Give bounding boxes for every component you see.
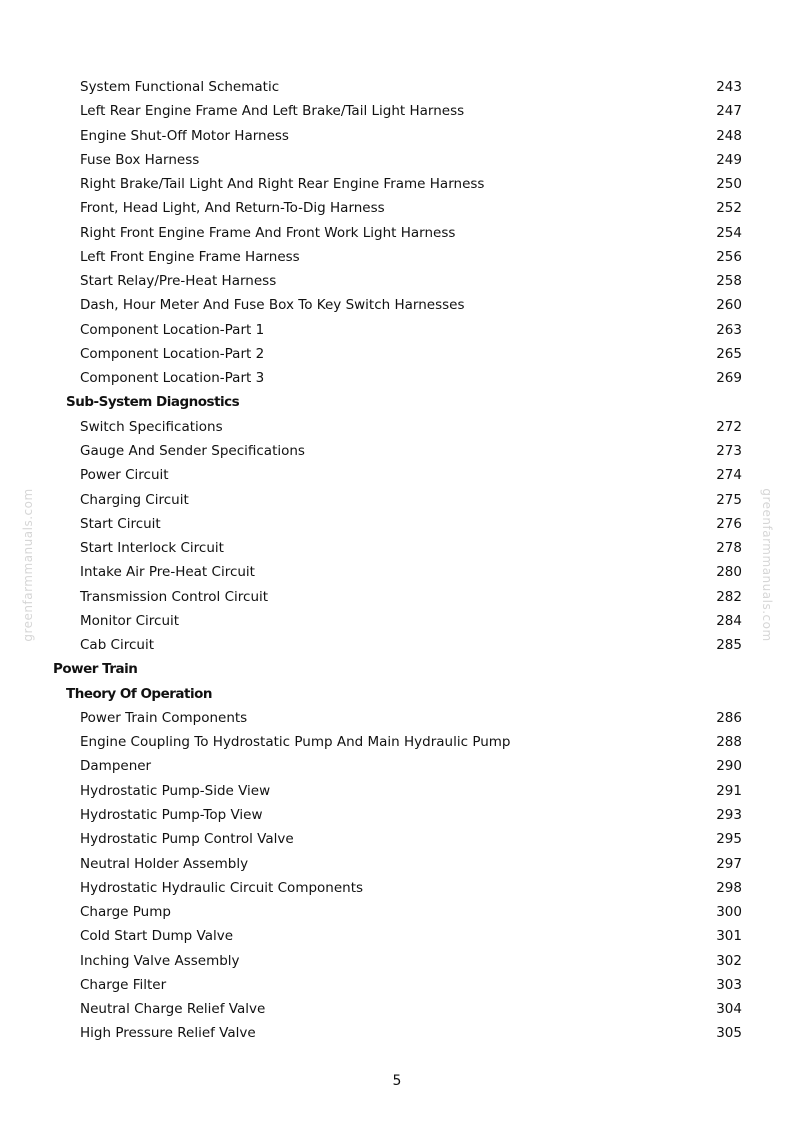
toc-entry[interactable] [0, 439, 794, 463]
toc-entry[interactable] [0, 754, 794, 778]
toc-entry[interactable] [0, 488, 794, 512]
toc-entry-title: Transmission Control Circuit [80, 588, 269, 605]
toc-entry-title: Front, Head Light, And Return-To-Dig Harness [80, 200, 385, 217]
toc-entry[interactable] [0, 512, 794, 536]
toc-entry-title: Charge Filter [80, 976, 167, 993]
toc-entry-title: Power Train Components [80, 709, 248, 726]
toc-entry-page: 250 [716, 176, 742, 193]
toc-entry-page: 301 [716, 928, 742, 945]
toc-entry-title: Hydrostatic Hydraulic Circuit Components [80, 879, 364, 896]
toc-entry[interactable] [0, 172, 794, 196]
toc-entry[interactable] [0, 99, 794, 123]
table-of-contents [0, 75, 794, 1046]
toc-entry-page: 280 [716, 564, 742, 581]
toc-entry[interactable] [0, 463, 794, 487]
toc-entry[interactable] [0, 949, 794, 973]
toc-entry-page: 291 [716, 782, 742, 799]
toc-entry-title: Right Front Engine Frame And Front Work Light Harness [80, 224, 456, 241]
toc-entry-title: Intake Air Pre-Heat Circuit [80, 564, 255, 581]
toc-entry[interactable] [0, 852, 794, 876]
toc-entry-title: Component Location-Part 2 [80, 345, 265, 362]
toc-entry-page: 247 [716, 103, 742, 120]
toc-entry[interactable] [0, 827, 794, 851]
toc-entry[interactable] [0, 196, 794, 220]
toc-entry[interactable] [0, 415, 794, 439]
toc-entry-page: 290 [716, 758, 742, 775]
toc-entry-title: Cold Start Dump Valve [80, 928, 234, 945]
toc-entry[interactable] [0, 803, 794, 827]
toc-entry-title: Right Brake/Tail Light And Right Rear Engine Frame Harness [80, 176, 485, 193]
toc-entry-title: Start Interlock Circuit [80, 540, 224, 557]
toc-entry-title: Engine Shut-Off Motor Harness [80, 127, 289, 144]
toc-entry[interactable] [0, 269, 794, 293]
toc-entry-title: Sub-System Diagnostics [66, 394, 240, 411]
toc-entry-page: 248 [716, 127, 742, 144]
toc-entry[interactable] [0, 900, 794, 924]
toc-section-heading[interactable] [0, 390, 794, 414]
toc-entry[interactable] [0, 245, 794, 269]
toc-entry-page: 305 [716, 1025, 742, 1042]
toc-entry-page: 285 [716, 637, 742, 654]
toc-entry[interactable] [0, 560, 794, 584]
toc-entry[interactable] [0, 124, 794, 148]
toc-entry-page: 256 [716, 248, 742, 265]
toc-entry[interactable] [0, 148, 794, 172]
toc-entry-page: 272 [716, 418, 742, 435]
toc-entry-title: Hydrostatic Pump Control Valve [80, 831, 294, 848]
toc-entry-page: 303 [716, 976, 742, 993]
toc-entry-page: 297 [716, 855, 742, 872]
toc-entry-title: Engine Coupling To Hydrostatic Pump And Main Hydraulic Pump [80, 734, 511, 751]
toc-entry-page: 288 [716, 734, 742, 751]
toc-entry-title: Left Rear Engine Frame And Left Brake/Tail Light Harness [80, 103, 465, 120]
toc-entry[interactable] [0, 342, 794, 366]
toc-entry-title: Dash, Hour Meter And Fuse Box To Key Switch Harnesses [80, 297, 465, 314]
toc-entry[interactable] [0, 609, 794, 633]
toc-entry[interactable] [0, 293, 794, 317]
toc-entry-page: 286 [716, 709, 742, 726]
toc-entry-page: 265 [716, 345, 742, 362]
toc-entry-page: 302 [716, 952, 742, 969]
toc-entry-title: Dampener [80, 758, 152, 775]
toc-entry-page: 274 [716, 467, 742, 484]
toc-entry-page: 260 [716, 297, 742, 314]
toc-entry-title: Charging Circuit [80, 491, 189, 508]
toc-entry-page: 252 [716, 200, 742, 217]
toc-entry[interactable] [0, 706, 794, 730]
toc-entry-title: Charge Pump [80, 904, 171, 921]
toc-entry-page: 284 [716, 612, 742, 629]
toc-entry-page: 282 [716, 588, 742, 605]
toc-entry-title: Start Relay/Pre-Heat Harness [80, 273, 277, 290]
toc-entry-page: 293 [716, 806, 742, 823]
toc-entry[interactable] [0, 585, 794, 609]
toc-entry[interactable] [0, 221, 794, 245]
toc-entry-page: 304 [716, 1001, 742, 1018]
page-number: 5 [392, 1073, 402, 1089]
toc-entry-title: Component Location-Part 1 [80, 321, 265, 338]
toc-entry-title: Cab Circuit [80, 637, 155, 654]
toc-entry-page: 298 [716, 879, 742, 896]
toc-entry-title: Neutral Holder Assembly [80, 855, 249, 872]
toc-section-heading[interactable] [0, 682, 794, 706]
toc-entry-page: 254 [716, 224, 742, 241]
toc-entry-page: 273 [716, 442, 742, 459]
toc-entry[interactable] [0, 876, 794, 900]
toc-entry[interactable] [0, 779, 794, 803]
toc-entry-title: Hydrostatic Pump-Top View [80, 806, 263, 823]
toc-entry[interactable] [0, 730, 794, 754]
toc-entry-page: 249 [716, 151, 742, 168]
toc-entry[interactable] [0, 318, 794, 342]
toc-entry-page: 278 [716, 540, 742, 557]
toc-entry-page: 269 [716, 370, 742, 387]
toc-entry-title: Component Location-Part 3 [80, 370, 265, 387]
toc-entry-title: Neutral Charge Relief Valve [80, 1001, 266, 1018]
toc-entry-title: Monitor Circuit [80, 612, 180, 629]
toc-entry-title: High Pressure Relief Valve [80, 1025, 256, 1042]
toc-entry-title: Gauge And Sender Specifications [80, 442, 305, 459]
toc-entry-title: Start Circuit [80, 515, 161, 532]
toc-entry[interactable] [0, 997, 794, 1021]
toc-entry[interactable] [0, 366, 794, 390]
toc-entry[interactable] [0, 75, 794, 99]
toc-entry-title: Inching Valve Assembly [80, 952, 240, 969]
toc-entry-title: System Functional Schematic [80, 79, 280, 95]
toc-entry-page: 243 [716, 79, 742, 95]
toc-entry[interactable] [0, 924, 794, 948]
toc-entry-title: Switch Specifications [80, 418, 223, 435]
toc-entry[interactable] [0, 1021, 794, 1045]
toc-entry-page: 263 [716, 321, 742, 338]
toc-entry[interactable] [0, 536, 794, 560]
toc-entry-title: Fuse Box Harness [80, 151, 200, 168]
toc-entry-page: 276 [716, 515, 742, 532]
toc-entry-title: Theory Of Operation [66, 685, 212, 702]
toc-entry-page: 275 [716, 491, 742, 508]
toc-entry[interactable] [0, 633, 794, 657]
toc-entry-title: Hydrostatic Pump-Side View [80, 782, 271, 799]
toc-entry-page: 258 [716, 273, 742, 290]
toc-entry[interactable] [0, 973, 794, 997]
toc-section-heading[interactable] [0, 657, 794, 681]
toc-entry-title: Left Front Engine Frame Harness [80, 248, 300, 265]
toc-entry-title: Power Circuit [80, 467, 169, 484]
toc-entry-page: 300 [716, 904, 742, 921]
toc-entry-page: 295 [716, 831, 742, 848]
toc-entry-title: Power Train [53, 661, 138, 678]
